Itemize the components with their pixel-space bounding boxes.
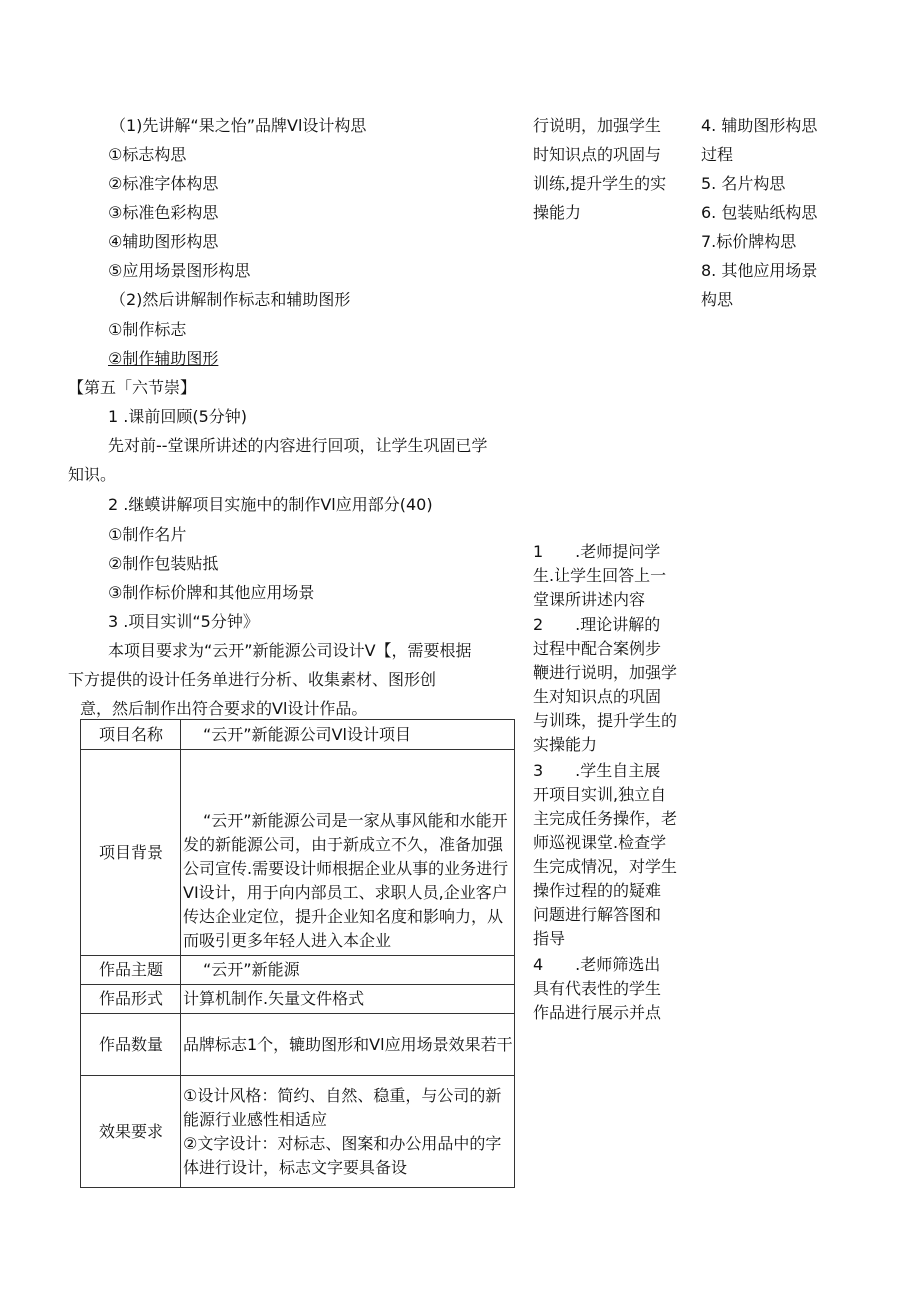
text-line: 生.让学生回答上一 — [533, 566, 667, 585]
text-line: （2)然后讲解制作标志和辅助图形 — [110, 290, 351, 309]
table-row — [81, 1076, 515, 1188]
table-row — [81, 750, 515, 956]
text-line: ④辅助图形构思 — [108, 232, 219, 251]
table-label-cell: 项目名称 — [81, 720, 181, 750]
text-line: ①标志构思 — [108, 145, 187, 164]
table-value-cell: “云开”新能源 — [181, 956, 515, 985]
text-line: 堂课所讲述内容 — [533, 590, 646, 609]
text-line: 3 .学生自主展 — [533, 761, 661, 780]
text-line: 操作过程的的疑难 — [533, 881, 662, 900]
table-value-cell: “云开”新能源公司是一家从事风能和水能开发的新能源公司，由于新成立不久，准备加强公司宣传.需要设计师根据企业从事的业务进行VI设计，用于向内部员工、求职人员,企业客户传达企业定位，提升企业知名度和影响力，从而吸引更多年轻人进入本企业 — [181, 750, 515, 956]
text-line: 过程中配合案例步 — [533, 639, 662, 658]
text-line: 主完成任务操作，老 — [533, 809, 678, 828]
text-line: 指导 — [533, 929, 566, 948]
table-row — [81, 985, 515, 1014]
text-line: ③标准色彩构思 — [108, 203, 219, 222]
table-value-cell: 计算机制作.矢量文件格式 — [181, 985, 515, 1014]
text-line: 时知识点的巩固与 — [533, 145, 662, 164]
table-label-cell: 项目背景 — [81, 750, 181, 956]
table-row — [81, 956, 515, 985]
text-line: ②制作辅助图形 — [108, 349, 219, 368]
text-line: 4. 辅助图形构思 — [701, 116, 818, 135]
text-line: 先对前--堂课所讲述的内容进行回项，让学生巩固已学 — [108, 436, 488, 455]
text-line: 鞭进行说明，加强学 — [533, 663, 678, 682]
text-line: 2 .继蟆讲解项目实施中的制作Vl应用部分(40) — [108, 495, 433, 514]
table-value-cell: 品牌标志1个，辘助图形和Vl应用场景效果若干 — [181, 1014, 515, 1076]
table-label-cell: 作品主题 — [81, 956, 181, 985]
text-line: 具有代表性的学生 — [533, 979, 662, 998]
text-line: 4 .老师筛选出 — [533, 955, 661, 974]
text-line: 生对知识点的巩固 — [533, 687, 662, 706]
text-line: 1 .课前回顾(5分钟) — [108, 407, 248, 426]
table-value-cell — [181, 1076, 515, 1188]
text-line: （1)先讲解“果之怡”品牌Vl设计构思 — [110, 116, 367, 135]
text-line: 操能力 — [533, 203, 582, 222]
table-row — [81, 1014, 515, 1076]
text-line: 生完成情况，对学生 — [533, 857, 678, 876]
text-line: ②制作包装贴抵 — [108, 554, 219, 573]
text-line: 过程 — [701, 145, 734, 164]
table-label-cell: 效果要求 — [81, 1076, 181, 1188]
text-line: 本项目要求为“云开”新能源公司设计V【，需要根据 — [108, 641, 472, 660]
text-line: 知识。 — [68, 465, 117, 484]
text-line: 问题进行解答图和 — [533, 905, 662, 924]
table-row — [81, 720, 515, 750]
text-line: 开项目实训,独立自 — [533, 785, 667, 804]
text-line: 实操能力 — [533, 735, 598, 754]
text-line: ③制作标价牌和其他应用场景 — [108, 583, 315, 602]
text-line: 6. 包装贴纸构思 — [701, 203, 818, 222]
text-line: 训练,提升学生的实 — [533, 174, 667, 193]
text-line: 与训珠，提升学生的 — [533, 711, 678, 730]
text-line: 1 .老师提问学 — [533, 542, 661, 561]
text-line: ①制作标志 — [108, 320, 187, 339]
text-line: 师巡视课堂.检查学 — [533, 833, 667, 852]
text-line: 作品进行展示并点 — [533, 1003, 662, 1022]
text-line: ②标准字体构思 — [108, 174, 219, 193]
text-line: 5. 名片构思 — [701, 174, 786, 193]
text-line: 意，然后制作出符合要求的Vl设计作品。 — [80, 699, 368, 718]
text-line: 7.标价牌构思 — [701, 232, 797, 251]
table-label-cell: 作品数量 — [81, 1014, 181, 1076]
table-value-cell: “云开”新能源公司Vl设计项目 — [181, 720, 515, 750]
text-line: 3 .项目实训“5分钟》 — [108, 612, 259, 631]
text-line: 8. 其他应用场景 — [701, 261, 818, 280]
text-line: 下方提供的设计任务单进行分析、收集素材、图形创 — [68, 670, 437, 689]
project-task-table — [80, 719, 515, 1188]
text-line: ①制作名片 — [108, 525, 187, 544]
text-line: ⑤应用场景图形构思 — [108, 261, 251, 280]
text-line: 2 .理论讲解的 — [533, 615, 661, 634]
table-label-cell: 作品形式 — [81, 985, 181, 1014]
requirement-line: ①设计风格：简约、自然、稳重，与公司的新能源行业感性相适应 — [183, 1085, 502, 1129]
section-heading: 【第五「六节崇】 — [68, 378, 197, 397]
text-line: 行说明，加强学生 — [533, 116, 662, 135]
text-line: 构思 — [701, 290, 734, 309]
requirement-line: ②文字设计：对标志、图案和办公用品中的字体进行设计，标志文字要具备设 — [183, 1133, 502, 1177]
